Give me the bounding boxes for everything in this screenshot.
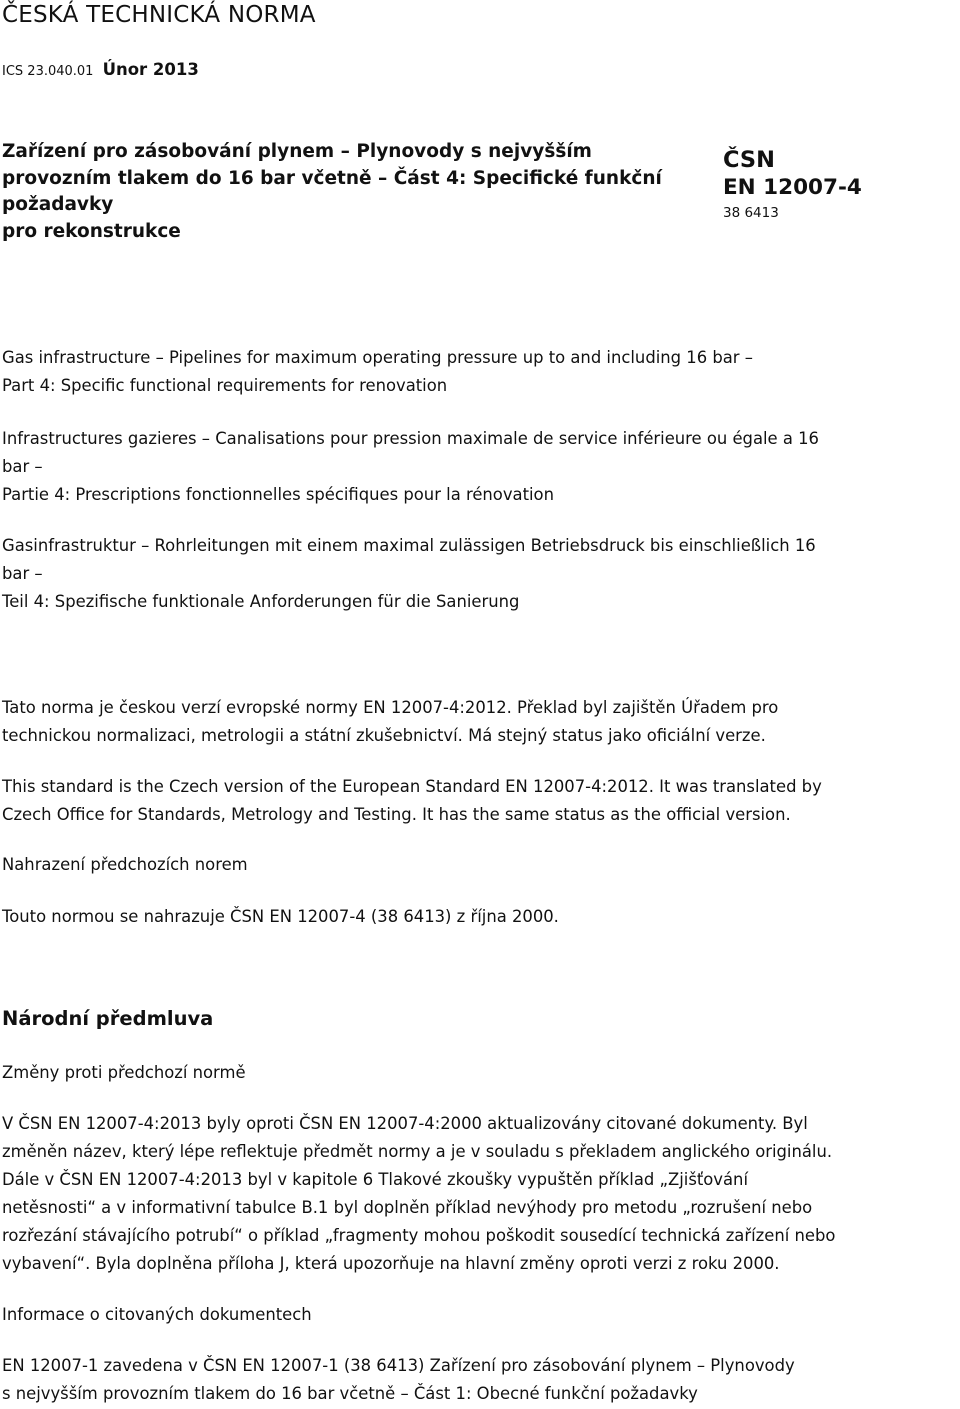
german-title-line: bar –: [2, 564, 43, 583]
english-intro-line: This standard is the Czech version of the European Standard EN 12007-4:2012. It was translated by: [2, 777, 822, 796]
czech-title-line: Zařízení pro zásobování plynem – Plynovody s nejvyšším: [2, 141, 592, 162]
standard-type-heading: ČESKÁ TECHNICKÁ NORMA: [2, 2, 316, 28]
ics-code: ICS 23.040.01: [2, 64, 94, 79]
german-title: [2, 532, 952, 616]
standard-designation: [723, 146, 862, 224]
english-title: [2, 344, 952, 400]
changes-line: rozřezání stávajícího potrubí“ o příklad „fragmenty mohou poškodit sousedící technická zařízení nebo: [2, 1226, 836, 1245]
czech-intro-line: Tato norma je českou verzí evropské normy EN 12007-4:2012. Překlad byl zajištěn Úřadem pro: [2, 698, 779, 717]
cited-documents-heading: Informace o citovaných dokumentech: [2, 1305, 312, 1324]
czech-title-line: pro rekonstrukce: [2, 220, 181, 242]
changes-heading: Změny proti předchozí normě: [2, 1063, 246, 1082]
changes-line: V ČSN EN 12007-4:2013 byly oproti ČSN EN 12007-4:2000 aktualizovány citované dokumenty. Byl: [2, 1114, 808, 1133]
replacement-text: Touto normou se nahrazuje ČSN EN 12007-4 (38 6413) z října 2000.: [2, 907, 559, 926]
czech-title-line: provozním tlakem do 16 bar včetně – Část 4: Specifické funkční: [2, 167, 662, 189]
changes-paragraph: [2, 1110, 952, 1278]
french-title: [2, 425, 952, 509]
french-title-line: bar –: [2, 457, 43, 476]
replacement-heading: Nahrazení předchozích norem: [2, 855, 248, 874]
english-title-line: Gas infrastructure – Pipelines for maximum operating pressure up to and including 16 bar –: [2, 348, 753, 367]
cited-documents-line: EN 12007-1 zavedena v ČSN EN 12007-1 (38 6413) Zařízení pro zásobování plynem – Plynovody: [2, 1356, 795, 1375]
publication-date: Únor 2013: [102, 60, 199, 79]
german-title-line: Teil 4: Spezifische funktionale Anforderungen für die Sanierung: [2, 592, 520, 611]
german-title-line: Gasinfrastruktur – Rohrleitungen mit einem maximal zulässigen Betriebsdruck bis einschließlich 16: [2, 536, 816, 555]
classification-code: 38 6413: [723, 205, 779, 221]
cited-documents-paragraph: [2, 1352, 952, 1408]
changes-line: změněn název, který lépe reflektuje předmět normy a je v souladu s překladem anglického originálu.: [2, 1142, 833, 1161]
changes-line: Dále v ČSN EN 12007-4:2013 byl v kapitole 6 Tlakové zkoušky vypuštěn příklad „Zjišťování: [2, 1170, 748, 1189]
french-title-line: Infrastructures gazieres – Canalisations pour pression maximale de service inférieure ou égale a 16: [2, 429, 819, 448]
czech-intro-paragraph: [2, 694, 952, 750]
national-foreword-heading: Národní předmluva: [2, 1007, 214, 1030]
czech-intro-line: technickou normalizaci, metrologii a státní zkušebnictví. Má stejný status jako oficiální verze.: [2, 726, 766, 745]
designation-csn: ČSN: [723, 147, 775, 173]
english-intro-line: Czech Office for Standards, Metrology and Testing. It has the same status as the official version.: [2, 805, 791, 824]
english-title-line: Part 4: Specific functional requirements for renovation: [2, 376, 448, 395]
designation-number: EN 12007-4: [723, 175, 862, 200]
ics-date-line: [2, 60, 199, 79]
czech-title: [2, 139, 702, 245]
changes-line: netěsnosti“ a v informativní tabulce B.1 byl doplněn příklad nevýhody pro metodu „rozrušení nebo: [2, 1198, 813, 1217]
changes-line: vybavení“. Byla doplněna příloha J, která upozorňuje na hlavní změny oproti verzi z roku 2000.: [2, 1254, 780, 1273]
french-title-line: Partie 4: Prescriptions fonctionnelles spécifiques pour la rénovation: [2, 485, 554, 504]
czech-title-line: požadavky: [2, 194, 114, 215]
english-intro-paragraph: [2, 773, 952, 829]
cited-documents-line: s nejvyšším provozním tlakem do 16 bar včetně – Část 1: Obecné funkční požadavky: [2, 1384, 698, 1403]
